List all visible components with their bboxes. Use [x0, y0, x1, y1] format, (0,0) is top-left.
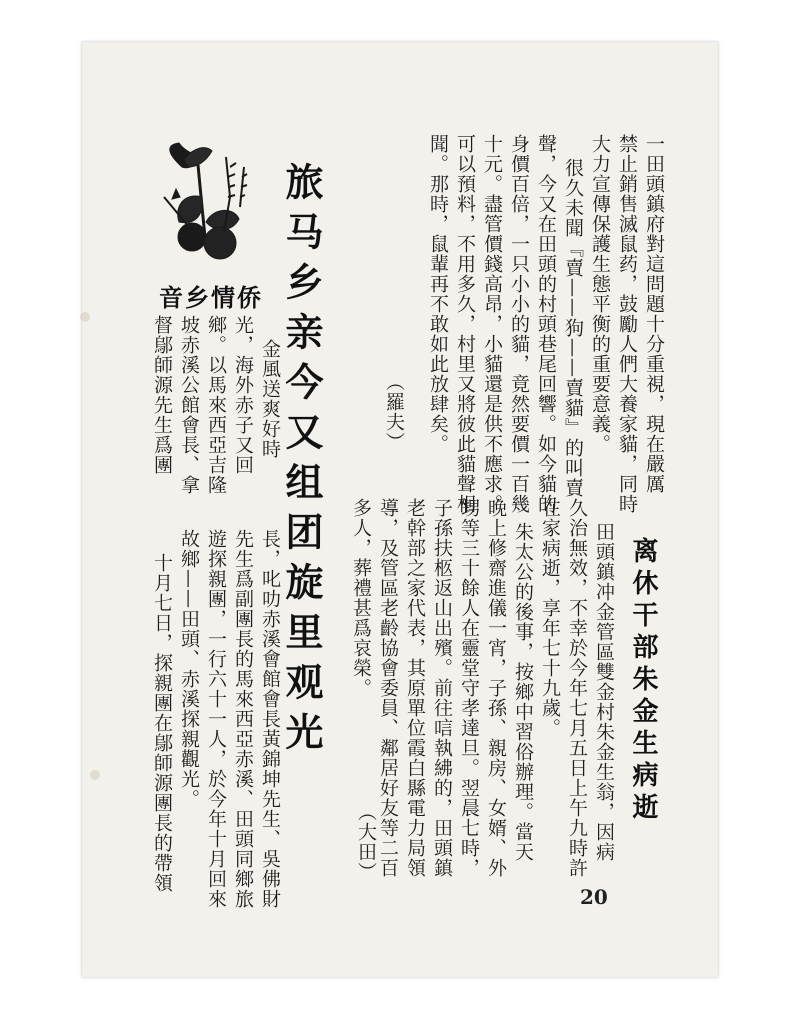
story-tour-line: 督鄔師源先生爲團: [151, 315, 173, 475]
story-rat-cat-line: 大力宣傳保護生態平衡的重要意義。: [589, 134, 611, 454]
column-header: 侨情乡音: [159, 284, 263, 312]
story-rat-cat-line: 身價百倍，一只小小的貓，竟然要價一百幾: [508, 134, 530, 514]
story-obituary-line: 甥等三十餘人在靈堂守孝達旦。翌晨七時，: [458, 498, 480, 878]
story-obituary-line: 老幹部之家代表，其原單位霞白縣電力局領: [404, 498, 426, 878]
magazine-page: [82, 42, 718, 977]
story-rat-cat-line: 很久未聞『賣——狗——賣貓』的叫賣: [562, 158, 584, 498]
story-rat-cat-line: 一田頭鎮府對這問題十分重視，現在嚴厲: [643, 134, 665, 494]
story-obituary-line: 子孫扶柩返山出殯。前往唁執紼的，田頭鎮: [431, 498, 453, 878]
paper-stain: [80, 312, 90, 322]
flower-illustration-icon: [154, 132, 264, 272]
story-tour-line: 坡赤溪公館會長、拿: [178, 315, 200, 495]
story-tour-line: 鄉。以馬來西亞吉隆: [205, 315, 227, 495]
story-obituary-line: 久治無效，不幸於今年七月五日上午九時許: [566, 498, 588, 878]
story-tour-line: 光，海外赤子又回: [232, 315, 254, 475]
story-rat-cat-line: 十元。盡管價錢高昂，小貓還是供不應求。: [481, 134, 503, 514]
story-tour-line: 長，叱叻赤溪會館會長黃錦坤先生、吳佛財: [259, 529, 281, 909]
story-tour-line: 金風送爽好時: [259, 339, 281, 459]
story-tour-line: 故鄉——田頭、赤溪探親觀光。: [178, 529, 200, 809]
story-tour-headline: 旅马乡亲今又组团旋里观光: [279, 162, 323, 762]
story-obituary-line: 朱太公的後事，按鄉中習俗辦理。當天: [512, 522, 534, 862]
story-rat-cat-author: （羅夫）: [383, 372, 405, 452]
story-rat-cat-line: 可以預料，不用多久，村里又將彼此貓聲相: [454, 134, 476, 514]
story-obituary-author: （大田）: [355, 802, 377, 882]
story-obituary-line: 導，及管區老齡協會委員、鄰居好友等二百: [377, 498, 399, 878]
story-obituary-headline: 离休干部朱金生病逝: [628, 537, 658, 825]
story-obituary-line: 多人，葬禮甚爲哀榮。: [350, 498, 372, 698]
story-rat-cat-line: 聞。那時，鼠輩再不敢如此放肆矣。: [427, 134, 449, 454]
story-rat-cat-line: 聲，今又在田頭的村頭巷尾回響。如今貓的: [535, 134, 557, 514]
story-rat-cat-line: 禁止銷售滅鼠药，鼓勵人們大養家貓，同時: [616, 134, 638, 514]
story-tour-line: 先生爲副團長的馬來西亞赤溪、田頭同鄉旅: [232, 529, 254, 909]
story-obituary-line: 田頭鎮冲金管區雙金村朱金生翁，因病: [593, 522, 615, 862]
story-obituary-line: 晚上修齋進儀一宵，子孫、親房、女婿、外: [485, 498, 507, 878]
paper-stain: [90, 770, 100, 780]
page-number: 20: [580, 885, 608, 909]
story-tour-line: 遊探親團，一行六十一人，於今年十月回來: [205, 529, 227, 909]
story-obituary-line: 在家病逝，享年七十九歲。: [539, 498, 561, 738]
story-tour-line: 十月七日，探親團在鄔師源團長的帶領: [151, 553, 173, 893]
